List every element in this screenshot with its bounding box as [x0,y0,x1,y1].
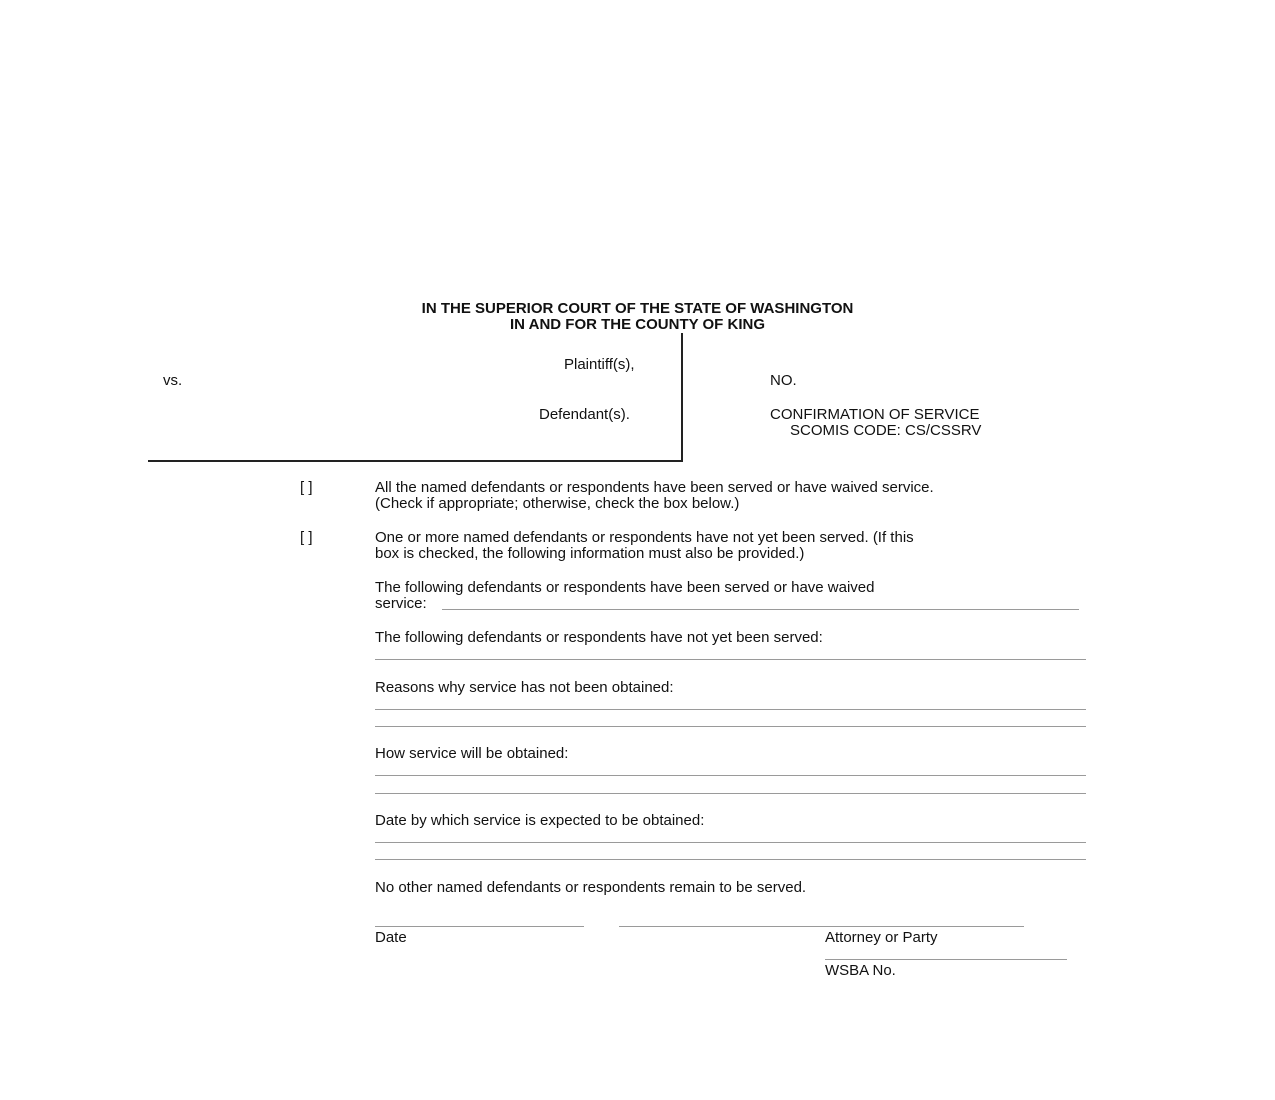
option-2-text-line1: One or more named defendants or respondents have not yet been served. (If this [375,529,914,546]
option-1-text-line1: All the named defendants or respondents have been served or have waived service. [375,479,934,496]
option-2-text-line2: box is checked, the following information must also be provided.) [375,545,805,562]
reasons-input-line-2[interactable] [375,726,1086,727]
option-2-checkbox[interactable]: [ ] [300,529,313,546]
case-number-label: NO. [770,372,797,389]
reasons-input-line-1[interactable] [375,709,1086,710]
option-1-text-line2: (Check if appropriate; otherwise, check the box below.) [375,495,740,512]
option-1-checkbox[interactable]: [ ] [300,479,313,496]
how-input-line-2[interactable] [375,793,1086,794]
caption-divider-horizontal [148,460,683,462]
wsba-input-line[interactable] [825,959,1067,960]
scomis-code: SCOMIS CODE: CS/CSSRV [790,422,982,439]
vs-label: vs. [163,372,183,389]
defendant-label: Defendant(s). [539,406,630,423]
date-label: Date [375,929,407,946]
served-input-line[interactable] [442,609,1079,610]
court-title-line2: IN AND FOR THE COUNTY OF KING [510,316,765,333]
not-served-input-line[interactable] [375,659,1086,660]
how-input-line-1[interactable] [375,775,1086,776]
date-expected-label: Date by which service is expected to be obtained: [375,812,705,829]
date-expected-input-line-2[interactable] [375,859,1086,860]
how-label: How service will be obtained: [375,745,569,762]
plaintiff-label: Plaintiff(s), [564,356,635,373]
wsba-label: WSBA No. [825,962,896,979]
attorney-label: Attorney or Party [825,929,938,946]
caption-divider-vertical [681,333,683,461]
document-title: CONFIRMATION OF SERVICE [770,406,980,423]
date-signature-line[interactable] [375,926,584,927]
reasons-label: Reasons why service has not been obtained: [375,679,674,696]
attorney-signature-line[interactable] [619,926,1024,927]
no-other-statement: No other named defendants or respondents remain to be served. [375,879,807,896]
not-served-label: The following defendants or respondents have not yet been served: [375,629,823,646]
served-label-line2: service: [375,595,427,612]
date-expected-input-line-1[interactable] [375,842,1086,843]
court-title-line1: IN THE SUPERIOR COURT OF THE STATE OF WASHINGTON [421,300,854,317]
served-label-line1: The following defendants or respondents have been served or have waived [375,579,875,596]
